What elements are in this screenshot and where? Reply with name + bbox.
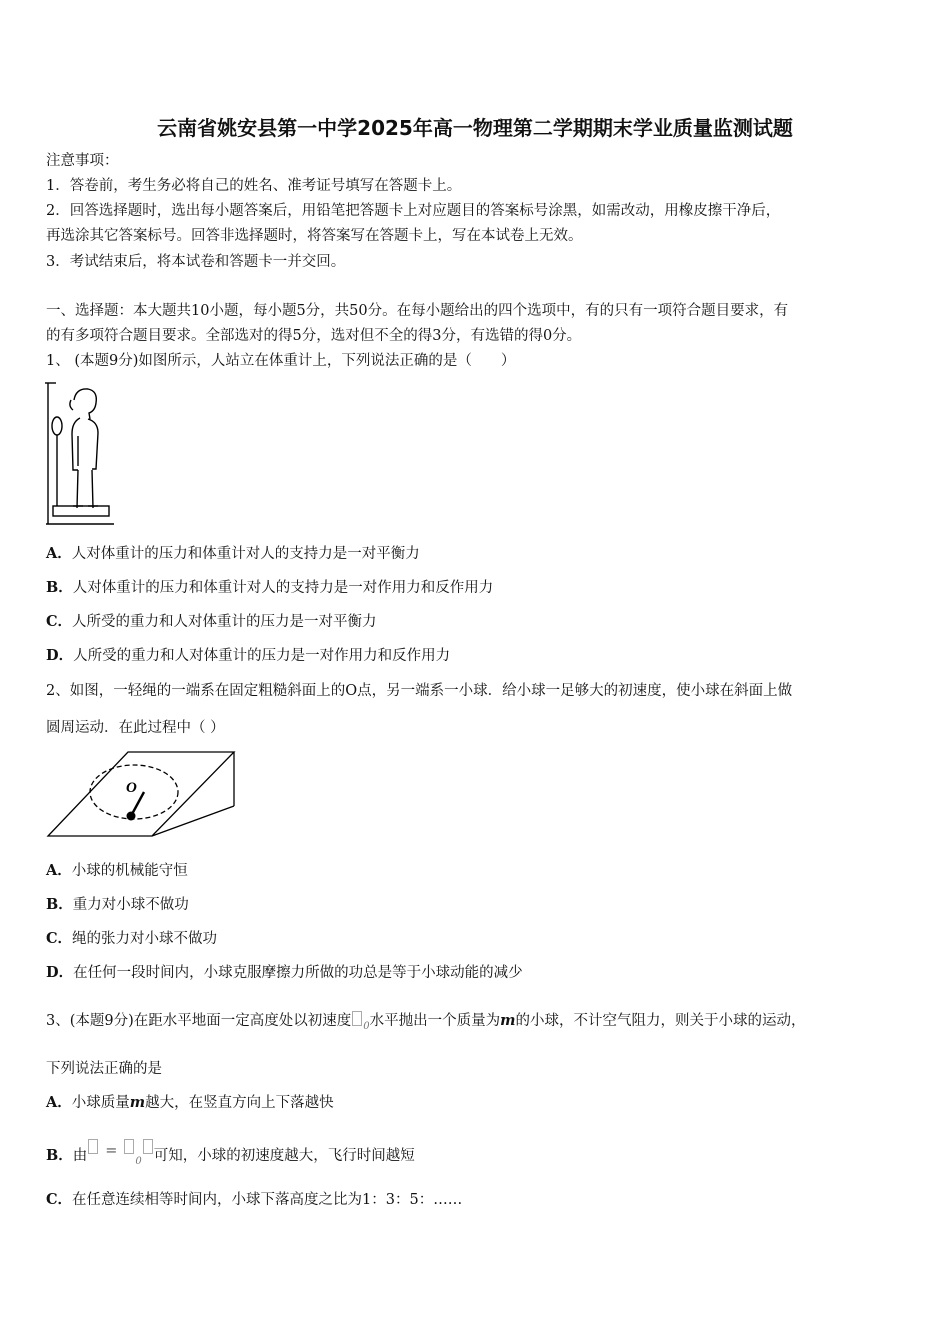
q3-stem-line-2: 下列说法正确的是 xyxy=(46,1061,162,1077)
q1-option-b-text: 人对体重计的压力和体重计对人的支持力是一对作用力和反作用力 xyxy=(72,580,494,596)
q3-option-a-text-2: 越大，在竖直方向上下落越快 xyxy=(145,1095,334,1111)
q1-option-c-key: C． xyxy=(46,613,73,630)
q3-option-a-text-1: 小球质量 xyxy=(71,1095,130,1111)
q2-stem-line-2: 圆周运动．在此过程中（ ） xyxy=(46,720,225,736)
q1-option-d-text: 人所受的重力和人对体重计的压力是一对作用力和反作用力 xyxy=(73,648,451,664)
q3-stem-a: 3、(本题9分)在距水平地面一定高度处以初速度 xyxy=(46,1013,352,1029)
q1-option-c[interactable] xyxy=(46,612,377,632)
q3-mass-symbol: m xyxy=(500,1012,516,1029)
q2-option-c-text: 绳的张力对小球不做功 xyxy=(72,931,218,947)
q3-option-c-text: 在任意连续相等时间内，小球下落高度之比为1：3：5：…… xyxy=(72,1192,463,1208)
q3-option-a-key: A． xyxy=(46,1094,72,1111)
q3-option-b-text-1: 由 xyxy=(72,1148,88,1164)
q3-stem-b: 水平抛出一个质量为 xyxy=(369,1013,501,1029)
missing-glyph-icon xyxy=(88,1139,98,1154)
q3-option-b-equals: = xyxy=(105,1143,118,1159)
q1-option-a-text: 人对体重计的压力和体重计对人的支持力是一对平衡力 xyxy=(71,546,420,562)
q3-option-b-key: B． xyxy=(46,1147,73,1164)
q2-option-b-text: 重力对小球不做功 xyxy=(72,897,189,913)
q2-option-d[interactable] xyxy=(46,963,523,983)
q3-stem-line-1 xyxy=(46,1011,805,1037)
missing-glyph-icon xyxy=(352,1011,362,1026)
q1-figure-person-scale xyxy=(44,378,118,530)
q3-option-b-text-2: 可知，小球的初速度越大，飞行时间越短 xyxy=(153,1148,415,1164)
q2-option-a[interactable] xyxy=(46,861,188,881)
q2-figure-label-o: O xyxy=(126,780,137,796)
notice-heading: 注意事项： xyxy=(46,153,119,169)
q3-v0-subscript: 0 xyxy=(363,1020,370,1032)
q1-stem: 1、 (本题9分)如图所示，人站立在体重计上，下列说法正确的是（ ） xyxy=(46,353,516,369)
q1-option-a[interactable] xyxy=(46,544,420,564)
notice-item-1: 1．答卷前，考生务必将自己的姓名、准考证号填写在答题卡上。 xyxy=(46,178,462,194)
q2-option-b-key: B． xyxy=(46,896,73,913)
section-instruction-2: 的有多项符合题目要求。全部选对的得5分，选对但不全的得3分，有选错的得0分。 xyxy=(46,328,582,344)
q1-option-b[interactable] xyxy=(46,578,493,598)
q1-option-c-text: 人所受的重力和人对体重计的压力是一对平衡力 xyxy=(72,614,377,630)
q3-option-c-key: C． xyxy=(46,1191,73,1208)
q3-stem-c: 的小球，不计空气阻力，则关于小球的运动， xyxy=(515,1013,806,1029)
q2-stem-line-1: 2、如图，一轻绳的一端系在固定粗糙斜面上的O点，另一端系一小球．给小球一足够大的初速度，使小球在斜面上做 xyxy=(46,683,793,699)
q1-option-a-key: A． xyxy=(46,545,72,562)
q3-option-b-subscript: 0 xyxy=(135,1155,142,1167)
page-title: 云南省姚安县第一中学2025年高一物理第二学期期末学业质量监测试题 xyxy=(157,116,793,140)
q3-option-c[interactable] xyxy=(46,1190,462,1210)
q2-option-d-key: D． xyxy=(46,964,74,981)
q1-option-d-key: D． xyxy=(46,647,74,664)
q3-option-a[interactable] xyxy=(46,1093,334,1113)
q2-option-d-text: 在任何一段时间内，小球克服摩擦力所做的功总是等于小球动能的减少 xyxy=(73,965,523,981)
notice-item-2: 2．回答选择题时，选出每小题答案后，用铅笔把答题卡上对应题目的答案标号涂黑，如需改动，用橡皮擦干净后， xyxy=(46,203,781,219)
notice-item-3: 3．考试结束后，将本试卷和答题卡一并交回。 xyxy=(46,254,346,270)
missing-glyph-icon xyxy=(124,1139,134,1154)
section-instruction-1: 一、选择题：本大题共10小题，每小题5分，共50分。在每小题给出的四个选项中，有的只有一项符合题目要求，有 xyxy=(46,303,789,319)
q2-option-b[interactable] xyxy=(46,895,189,915)
q2-option-a-text: 小球的机械能守恒 xyxy=(71,863,188,879)
q3-option-a-mass-symbol: m xyxy=(129,1094,146,1111)
q3-option-b[interactable] xyxy=(46,1139,415,1172)
q2-option-c-key: C． xyxy=(46,930,73,947)
q2-figure-incline xyxy=(44,748,240,840)
q1-option-d[interactable] xyxy=(46,646,450,666)
q2-option-a-key: A． xyxy=(46,862,72,879)
q2-option-c[interactable] xyxy=(46,929,217,949)
notice-item-2-cont: 再选涂其它答案标号。回答非选择题时，将答案写在答题卡上，写在本试卷上无效。 xyxy=(46,228,583,244)
q1-option-b-key: B． xyxy=(46,579,73,596)
missing-glyph-icon xyxy=(143,1139,153,1154)
